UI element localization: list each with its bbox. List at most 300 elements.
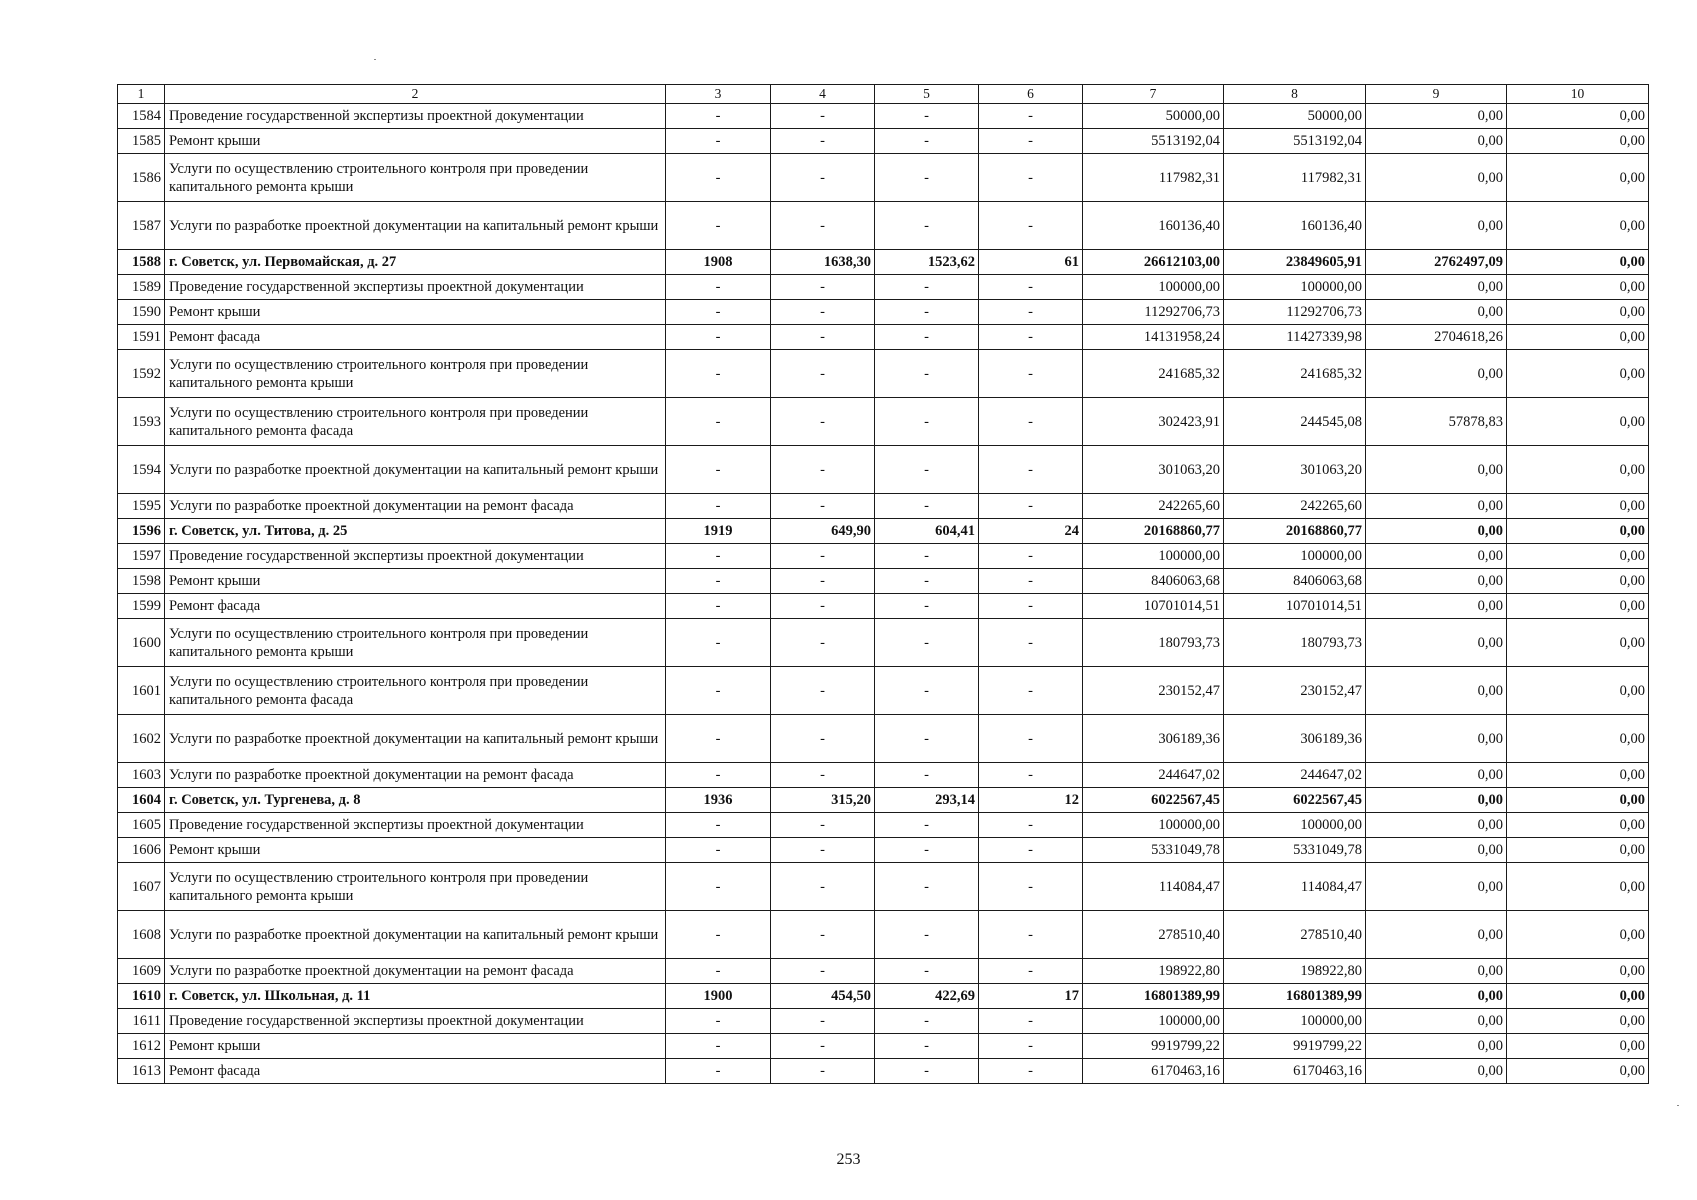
col3-cell: - — [666, 959, 771, 984]
address-row — [118, 250, 1649, 275]
row-number-cell: 1610 — [118, 984, 165, 1009]
item-name-cell: г. Советск, ул. Титова, д. 25 — [165, 519, 666, 544]
col9-amount-cell: 0,00 — [1366, 154, 1507, 202]
header-cell: 1 — [118, 85, 165, 104]
header-cell: 7 — [1083, 85, 1224, 104]
col10-amount-cell: 0,00 — [1507, 519, 1649, 544]
col10-amount-cell: 0,00 — [1507, 398, 1649, 446]
col3-cell: - — [666, 325, 771, 350]
col3-cell: - — [666, 350, 771, 398]
col6-cell: - — [979, 715, 1083, 763]
table-row — [118, 594, 1649, 619]
col5-cell: - — [875, 838, 979, 863]
row-number-cell: 1592 — [118, 350, 165, 398]
col8-amount-cell: 20168860,77 — [1224, 519, 1366, 544]
col3-cell: - — [666, 104, 771, 129]
col4-cell: - — [771, 446, 875, 494]
col10-amount-cell: 0,00 — [1507, 154, 1649, 202]
row-number-cell: 1603 — [118, 763, 165, 788]
item-name-cell: Услуги по осуществлению строительного контроля при проведении капитального ремонта фасада — [165, 398, 666, 446]
col7-amount-cell: 20168860,77 — [1083, 519, 1224, 544]
col9-amount-cell: 0,00 — [1366, 863, 1507, 911]
row-number-cell: 1593 — [118, 398, 165, 446]
row-number-cell: 1594 — [118, 446, 165, 494]
col4-cell: - — [771, 959, 875, 984]
col4-cell: - — [771, 275, 875, 300]
col6-cell: 12 — [979, 788, 1083, 813]
col10-amount-cell: 0,00 — [1507, 813, 1649, 838]
col8-amount-cell: 5513192,04 — [1224, 129, 1366, 154]
col9-amount-cell: 0,00 — [1366, 494, 1507, 519]
col6-cell: - — [979, 763, 1083, 788]
item-name-cell: Ремонт крыши — [165, 1034, 666, 1059]
col9-amount-cell: 0,00 — [1366, 300, 1507, 325]
item-name-cell: Услуги по разработке проектной документации на капитальный ремонт крыши — [165, 715, 666, 763]
col10-amount-cell: 0,00 — [1507, 250, 1649, 275]
col3-cell: - — [666, 398, 771, 446]
col7-amount-cell: 241685,32 — [1083, 350, 1224, 398]
col3-cell: - — [666, 275, 771, 300]
col4-cell: - — [771, 911, 875, 959]
col9-amount-cell: 0,00 — [1366, 1059, 1507, 1084]
col9-amount-cell: 0,00 — [1366, 594, 1507, 619]
col5-cell: - — [875, 544, 979, 569]
col3-cell: - — [666, 1059, 771, 1084]
col5-cell: - — [875, 129, 979, 154]
col9-amount-cell: 0,00 — [1366, 129, 1507, 154]
col5-cell: - — [875, 594, 979, 619]
table-row — [118, 619, 1649, 667]
col9-amount-cell: 0,00 — [1366, 788, 1507, 813]
col9-amount-cell: 0,00 — [1366, 519, 1507, 544]
row-number-cell: 1596 — [118, 519, 165, 544]
col5-cell: - — [875, 911, 979, 959]
col6-cell: - — [979, 544, 1083, 569]
col8-amount-cell: 301063,20 — [1224, 446, 1366, 494]
col7-amount-cell: 306189,36 — [1083, 715, 1224, 763]
col3-cell: - — [666, 300, 771, 325]
table-row — [118, 911, 1649, 959]
item-name-cell: Проведение государственной экспертизы проектной документации — [165, 813, 666, 838]
col10-amount-cell: 0,00 — [1507, 325, 1649, 350]
col6-cell: - — [979, 813, 1083, 838]
col3-cell: 1919 — [666, 519, 771, 544]
col4-cell: - — [771, 667, 875, 715]
col8-amount-cell: 50000,00 — [1224, 104, 1366, 129]
col10-amount-cell: 0,00 — [1507, 544, 1649, 569]
col6-cell: 17 — [979, 984, 1083, 1009]
item-name-cell: Услуги по осуществлению строительного контроля при проведении капитального ремонта крыши — [165, 619, 666, 667]
col5-cell: - — [875, 494, 979, 519]
table-row — [118, 667, 1649, 715]
address-row — [118, 788, 1649, 813]
col10-amount-cell: 0,00 — [1507, 1009, 1649, 1034]
col7-amount-cell: 278510,40 — [1083, 911, 1224, 959]
row-number-cell: 1584 — [118, 104, 165, 129]
col10-amount-cell: 0,00 — [1507, 202, 1649, 250]
col9-amount-cell: 0,00 — [1366, 984, 1507, 1009]
col4-cell: - — [771, 325, 875, 350]
col3-cell: - — [666, 813, 771, 838]
col4-cell: 1638,30 — [771, 250, 875, 275]
col7-amount-cell: 302423,91 — [1083, 398, 1224, 446]
row-number-cell: 1612 — [118, 1034, 165, 1059]
item-name-cell: Ремонт крыши — [165, 300, 666, 325]
col7-amount-cell: 100000,00 — [1083, 544, 1224, 569]
table-row — [118, 275, 1649, 300]
col6-cell: - — [979, 104, 1083, 129]
col4-cell: - — [771, 763, 875, 788]
col7-amount-cell: 9919799,22 — [1083, 1034, 1224, 1059]
col6-cell: - — [979, 863, 1083, 911]
col4-cell: - — [771, 104, 875, 129]
table-row — [118, 569, 1649, 594]
col7-amount-cell: 14131958,24 — [1083, 325, 1224, 350]
col9-amount-cell: 0,00 — [1366, 911, 1507, 959]
col3-cell: - — [666, 1009, 771, 1034]
col4-cell: - — [771, 350, 875, 398]
item-name-cell: Проведение государственной экспертизы проектной документации — [165, 544, 666, 569]
table-row — [118, 202, 1649, 250]
table-row — [118, 959, 1649, 984]
col10-amount-cell: 0,00 — [1507, 788, 1649, 813]
col10-amount-cell: 0,00 — [1507, 569, 1649, 594]
col9-amount-cell: 0,00 — [1366, 446, 1507, 494]
col7-amount-cell: 6022567,45 — [1083, 788, 1224, 813]
col4-cell: 454,50 — [771, 984, 875, 1009]
col9-amount-cell: 2704618,26 — [1366, 325, 1507, 350]
table-row — [118, 300, 1649, 325]
header-cell: 6 — [979, 85, 1083, 104]
col7-amount-cell: 301063,20 — [1083, 446, 1224, 494]
col3-cell: - — [666, 1034, 771, 1059]
col5-cell: - — [875, 959, 979, 984]
row-number-cell: 1602 — [118, 715, 165, 763]
col5-cell: - — [875, 1059, 979, 1084]
col10-amount-cell: 0,00 — [1507, 959, 1649, 984]
col7-amount-cell: 5513192,04 — [1083, 129, 1224, 154]
row-number-cell: 1609 — [118, 959, 165, 984]
col6-cell: - — [979, 202, 1083, 250]
col9-amount-cell: 0,00 — [1366, 202, 1507, 250]
table-row — [118, 813, 1649, 838]
col5-cell: - — [875, 569, 979, 594]
header-cell: 3 — [666, 85, 771, 104]
item-name-cell: г. Советск, ул. Первомайская, д. 27 — [165, 250, 666, 275]
col9-amount-cell: 0,00 — [1366, 667, 1507, 715]
table-row — [118, 1009, 1649, 1034]
col8-amount-cell: 16801389,99 — [1224, 984, 1366, 1009]
col8-amount-cell: 278510,40 — [1224, 911, 1366, 959]
col3-cell: - — [666, 494, 771, 519]
col5-cell: - — [875, 350, 979, 398]
col7-amount-cell: 180793,73 — [1083, 619, 1224, 667]
row-number-cell: 1606 — [118, 838, 165, 863]
col8-amount-cell: 160136,40 — [1224, 202, 1366, 250]
col10-amount-cell: 0,00 — [1507, 104, 1649, 129]
row-number-cell: 1590 — [118, 300, 165, 325]
col4-cell: 315,20 — [771, 788, 875, 813]
col6-cell: - — [979, 154, 1083, 202]
col10-amount-cell: 0,00 — [1507, 667, 1649, 715]
col5-cell: - — [875, 104, 979, 129]
col3-cell: - — [666, 129, 771, 154]
col10-amount-cell: 0,00 — [1507, 129, 1649, 154]
item-name-cell: Проведение государственной экспертизы проектной документации — [165, 275, 666, 300]
col7-amount-cell: 114084,47 — [1083, 863, 1224, 911]
col6-cell: - — [979, 667, 1083, 715]
col9-amount-cell: 0,00 — [1366, 715, 1507, 763]
row-number-cell: 1595 — [118, 494, 165, 519]
col8-amount-cell: 100000,00 — [1224, 275, 1366, 300]
col5-cell: - — [875, 325, 979, 350]
col10-amount-cell: 0,00 — [1507, 619, 1649, 667]
row-number-cell: 1613 — [118, 1059, 165, 1084]
col4-cell: - — [771, 715, 875, 763]
col8-amount-cell: 100000,00 — [1224, 544, 1366, 569]
col10-amount-cell: 0,00 — [1507, 984, 1649, 1009]
col10-amount-cell: 0,00 — [1507, 1034, 1649, 1059]
col5-cell: - — [875, 667, 979, 715]
item-name-cell: г. Советск, ул. Тургенева, д. 8 — [165, 788, 666, 813]
item-name-cell: Ремонт крыши — [165, 838, 666, 863]
col7-amount-cell: 5331049,78 — [1083, 838, 1224, 863]
col3-cell: - — [666, 154, 771, 202]
table-row — [118, 154, 1649, 202]
row-number-cell: 1598 — [118, 569, 165, 594]
table-row — [118, 544, 1649, 569]
col3-cell: - — [666, 594, 771, 619]
col4-cell: - — [771, 1059, 875, 1084]
col7-amount-cell: 100000,00 — [1083, 275, 1224, 300]
col4-cell: 649,90 — [771, 519, 875, 544]
col3-cell: - — [666, 838, 771, 863]
header-cell: 5 — [875, 85, 979, 104]
row-number-cell: 1586 — [118, 154, 165, 202]
col8-amount-cell: 6170463,16 — [1224, 1059, 1366, 1084]
row-number-cell: 1599 — [118, 594, 165, 619]
table-row — [118, 398, 1649, 446]
col3-cell: - — [666, 619, 771, 667]
table-body — [118, 85, 1649, 1084]
col5-cell: - — [875, 300, 979, 325]
col6-cell: - — [979, 350, 1083, 398]
row-number-cell: 1600 — [118, 619, 165, 667]
col5-cell: - — [875, 202, 979, 250]
col7-amount-cell: 230152,47 — [1083, 667, 1224, 715]
col7-amount-cell: 100000,00 — [1083, 813, 1224, 838]
col7-amount-cell: 100000,00 — [1083, 1009, 1224, 1034]
table-row — [118, 446, 1649, 494]
col10-amount-cell: 0,00 — [1507, 863, 1649, 911]
col6-cell: - — [979, 325, 1083, 350]
col5-cell: - — [875, 1009, 979, 1034]
col9-amount-cell: 0,00 — [1366, 544, 1507, 569]
item-name-cell: Услуги по разработке проектной документации на ремонт фасада — [165, 494, 666, 519]
col6-cell: - — [979, 275, 1083, 300]
row-number-cell: 1588 — [118, 250, 165, 275]
col9-amount-cell: 57878,83 — [1366, 398, 1507, 446]
item-name-cell: Ремонт фасада — [165, 1059, 666, 1084]
col7-amount-cell: 117982,31 — [1083, 154, 1224, 202]
col7-amount-cell: 160136,40 — [1083, 202, 1224, 250]
col10-amount-cell: 0,00 — [1507, 763, 1649, 788]
col6-cell: - — [979, 446, 1083, 494]
row-number-cell: 1601 — [118, 667, 165, 715]
col5-cell: - — [875, 863, 979, 911]
col6-cell: - — [979, 398, 1083, 446]
col4-cell: - — [771, 594, 875, 619]
col6-cell: - — [979, 911, 1083, 959]
table-row — [118, 129, 1649, 154]
header-cell: 9 — [1366, 85, 1507, 104]
col4-cell: - — [771, 1009, 875, 1034]
col8-amount-cell: 306189,36 — [1224, 715, 1366, 763]
col4-cell: - — [771, 398, 875, 446]
item-name-cell: Услуги по осуществлению строительного контроля при проведении капитального ремонта крыши — [165, 154, 666, 202]
row-number-cell: 1597 — [118, 544, 165, 569]
col9-amount-cell: 0,00 — [1366, 838, 1507, 863]
row-number-cell: 1587 — [118, 202, 165, 250]
col5-cell: - — [875, 715, 979, 763]
table-row — [118, 350, 1649, 398]
item-name-cell: Услуги по осуществлению строительного контроля при проведении капитального ремонта фасада — [165, 667, 666, 715]
col4-cell: - — [771, 838, 875, 863]
row-number-cell: 1608 — [118, 911, 165, 959]
item-name-cell: Проведение государственной экспертизы проектной документации — [165, 1009, 666, 1034]
table-row — [118, 838, 1649, 863]
item-name-cell: Ремонт крыши — [165, 129, 666, 154]
col8-amount-cell: 117982,31 — [1224, 154, 1366, 202]
row-number-cell: 1607 — [118, 863, 165, 911]
col6-cell: 61 — [979, 250, 1083, 275]
col8-amount-cell: 100000,00 — [1224, 1009, 1366, 1034]
col8-amount-cell: 11292706,73 — [1224, 300, 1366, 325]
col3-cell: - — [666, 715, 771, 763]
col7-amount-cell: 198922,80 — [1083, 959, 1224, 984]
col8-amount-cell: 244647,02 — [1224, 763, 1366, 788]
col10-amount-cell: 0,00 — [1507, 494, 1649, 519]
col9-amount-cell: 2762497,09 — [1366, 250, 1507, 275]
col7-amount-cell: 26612103,00 — [1083, 250, 1224, 275]
col5-cell: - — [875, 398, 979, 446]
col5-cell: 604,41 — [875, 519, 979, 544]
table-row — [118, 863, 1649, 911]
col10-amount-cell: 0,00 — [1507, 275, 1649, 300]
col8-amount-cell: 6022567,45 — [1224, 788, 1366, 813]
table-row — [118, 104, 1649, 129]
col8-amount-cell: 10701014,51 — [1224, 594, 1366, 619]
page-number: 253 — [836, 1151, 861, 1168]
col3-cell: - — [666, 667, 771, 715]
row-number-cell: 1589 — [118, 275, 165, 300]
col7-amount-cell: 242265,60 — [1083, 494, 1224, 519]
col7-amount-cell: 6170463,16 — [1083, 1059, 1224, 1084]
col6-cell: - — [979, 494, 1083, 519]
col5-cell: - — [875, 619, 979, 667]
col4-cell: - — [771, 569, 875, 594]
col8-amount-cell: 5331049,78 — [1224, 838, 1366, 863]
col9-amount-cell: 0,00 — [1366, 959, 1507, 984]
col7-amount-cell: 10701014,51 — [1083, 594, 1224, 619]
col8-amount-cell: 114084,47 — [1224, 863, 1366, 911]
col9-amount-cell: 0,00 — [1366, 104, 1507, 129]
table-row — [118, 1059, 1649, 1084]
col8-amount-cell: 100000,00 — [1224, 813, 1366, 838]
col5-cell: - — [875, 763, 979, 788]
col9-amount-cell: 0,00 — [1366, 619, 1507, 667]
table-row — [118, 715, 1649, 763]
col6-cell: - — [979, 1034, 1083, 1059]
col10-amount-cell: 0,00 — [1507, 446, 1649, 494]
row-number-cell: 1585 — [118, 129, 165, 154]
col5-cell: - — [875, 813, 979, 838]
col8-amount-cell: 180793,73 — [1224, 619, 1366, 667]
col3-cell: - — [666, 202, 771, 250]
item-name-cell: Услуги по разработке проектной документации на капитальный ремонт крыши — [165, 446, 666, 494]
col10-amount-cell: 0,00 — [1507, 715, 1649, 763]
col4-cell: - — [771, 1034, 875, 1059]
scan-speck — [374, 59, 376, 60]
row-number-cell: 1591 — [118, 325, 165, 350]
table-row — [118, 325, 1649, 350]
col3-cell: - — [666, 863, 771, 911]
col4-cell: - — [771, 300, 875, 325]
header-cell: 4 — [771, 85, 875, 104]
row-number-cell: 1611 — [118, 1009, 165, 1034]
col9-amount-cell: 0,00 — [1366, 813, 1507, 838]
col8-amount-cell: 242265,60 — [1224, 494, 1366, 519]
address-row — [118, 519, 1649, 544]
col9-amount-cell: 0,00 — [1366, 275, 1507, 300]
item-name-cell: Услуги по разработке проектной документации на ремонт фасада — [165, 959, 666, 984]
col9-amount-cell: 0,00 — [1366, 763, 1507, 788]
col5-cell: - — [875, 275, 979, 300]
capital-repair-table — [117, 84, 1649, 1084]
item-name-cell: Услуги по разработке проектной документации на капитальный ремонт крыши — [165, 911, 666, 959]
col3-cell: - — [666, 569, 771, 594]
col8-amount-cell: 230152,47 — [1224, 667, 1366, 715]
col8-amount-cell: 244545,08 — [1224, 398, 1366, 446]
col6-cell: - — [979, 619, 1083, 667]
item-name-cell: Услуги по разработке проектной документации на капитальный ремонт крыши — [165, 202, 666, 250]
scan-speck — [1677, 1105, 1679, 1106]
address-row — [118, 984, 1649, 1009]
col10-amount-cell: 0,00 — [1507, 1059, 1649, 1084]
col6-cell: - — [979, 569, 1083, 594]
col6-cell: - — [979, 300, 1083, 325]
header-cell: 10 — [1507, 85, 1649, 104]
col4-cell: - — [771, 863, 875, 911]
col3-cell: - — [666, 911, 771, 959]
col7-amount-cell: 11292706,73 — [1083, 300, 1224, 325]
item-name-cell: Услуги по разработке проектной документации на ремонт фасада — [165, 763, 666, 788]
header-cell: 2 — [165, 85, 666, 104]
col5-cell: 1523,62 — [875, 250, 979, 275]
item-name-cell: Услуги по осуществлению строительного контроля при проведении капитального ремонта крыши — [165, 350, 666, 398]
col8-amount-cell: 23849605,91 — [1224, 250, 1366, 275]
col6-cell: - — [979, 838, 1083, 863]
col9-amount-cell: 0,00 — [1366, 569, 1507, 594]
col3-cell: 1908 — [666, 250, 771, 275]
col5-cell: 422,69 — [875, 984, 979, 1009]
col9-amount-cell: 0,00 — [1366, 350, 1507, 398]
row-number-cell: 1605 — [118, 813, 165, 838]
col8-amount-cell: 11427339,98 — [1224, 325, 1366, 350]
col7-amount-cell: 50000,00 — [1083, 104, 1224, 129]
row-number-cell: 1604 — [118, 788, 165, 813]
col4-cell: - — [771, 154, 875, 202]
